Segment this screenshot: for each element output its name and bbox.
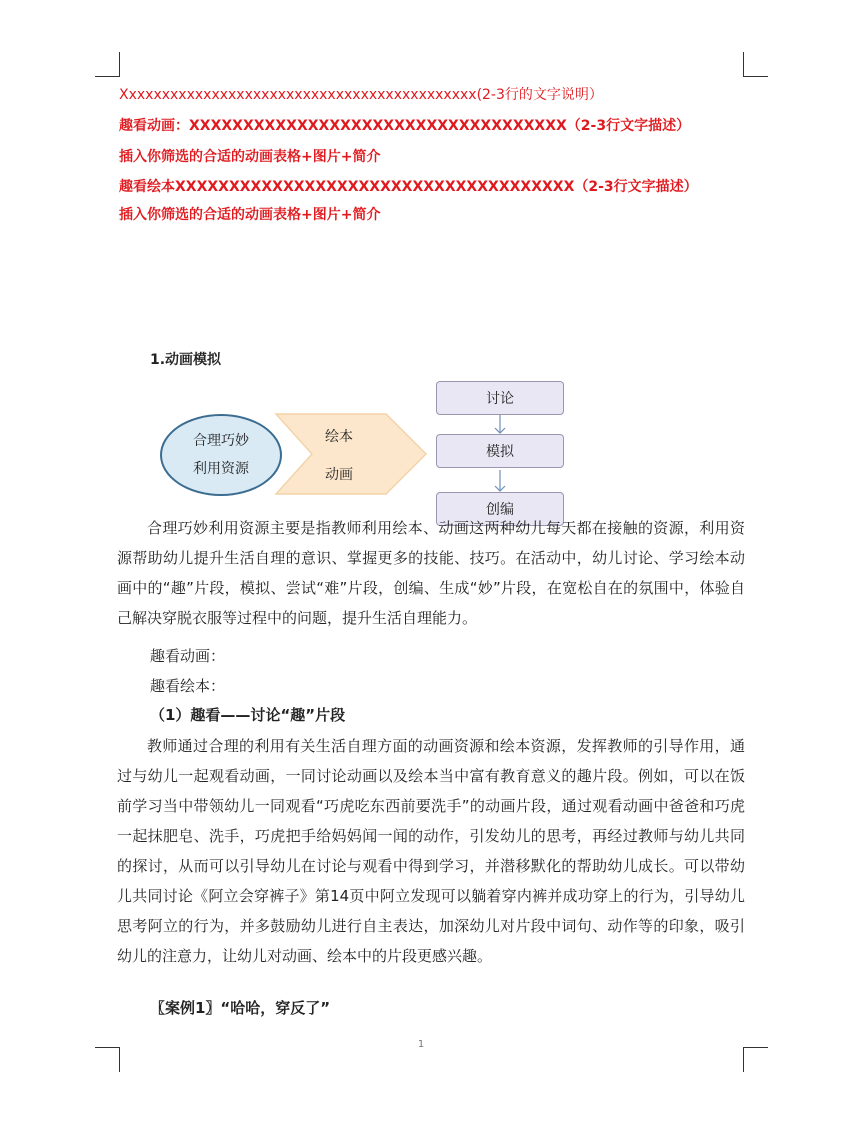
page-number: 1 <box>417 1039 425 1050</box>
crop-mark-bottom-right <box>743 1047 768 1072</box>
crop-mark-top-right <box>743 52 768 77</box>
case-title: 〖案例1〗“哈哈，穿反了” <box>150 999 331 1017</box>
red-note-3: 插入你筛选的合适的动画表格+图片+简介 <box>119 149 381 165</box>
step-label: 讨论 <box>486 391 514 407</box>
red-note-1: Xxxxxxxxxxxxxxxxxxxxxxxxxxxxxxxxxxxxxxxxxxx(2-3行的文字说明） <box>119 87 603 103</box>
diagram-ellipse <box>160 414 282 496</box>
ellipse-text-line1: 合理巧妙 <box>193 433 249 449</box>
crop-mark-top-left <box>95 52 120 77</box>
red-note-2: 趣看动画：XXXXXXXXXXXXXXXXXXXXXXXXXXXXXXXXXXX（2-3行文字描述） <box>119 118 691 134</box>
crop-mark-bottom-left <box>95 1047 120 1072</box>
chevron-text-line2: 动画 <box>325 467 353 483</box>
body-paragraph-2: 教师通过合理的利用有关生活自理方面的动画资源和绘本资源，发挥教师的引导作用，通过与幼儿一起观看动画，一同讨论动画以及绘本当中富有教育意义的趣片段。例如，可以在饭前学习当中带领幼儿一同观看“巧虎吃东西前要洗手”的动画片段，通过观看动画中爸爸和巧虎一起抹肥皂、洗手，巧虎把手给妈妈闻一闻的动作，引发幼儿的思考，再经过教师与幼儿共同的探讨，从而可以引导幼儿在讨论与观看中得到学习，并潜移默化的帮助幼儿成长。可以带幼儿共同讨论《阿立会穿裤子》第14页中阿立发现可以躺着穿内裤并成功穿上的行为，引导幼儿思考阿立的行为，并多鼓励幼儿进行自主表达，加深幼儿对片段中词句、动作等的印象，吸引幼儿的注意力，让幼儿对动画、绘本中的片段更感兴趣。 <box>117 737 745 965</box>
red-note-5: 插入你筛选的合适的动画表格+图片+简介 <box>119 207 381 223</box>
line-fun-animation: 趣看动画： <box>150 647 226 665</box>
ellipse-text-line2: 利用资源 <box>193 461 249 477</box>
step-label: 创编 <box>486 502 514 518</box>
subheading: （1）趣看——讨论“趣”片段 <box>150 706 346 724</box>
step-label: 模拟 <box>486 444 514 460</box>
body-paragraph-1: 合理巧妙利用资源主要是指教师利用绘本、动画这两种幼儿每天都在接触的资源，利用资源帮助幼儿提升生活自理的意识、掌握更多的技能、技巧。在活动中，幼儿讨论、学习绘本动画中的“趣”片段，模拟、尝试“难”片段，创编、生成“妙”片段，在宽松自在的氛围中，体验自己解决穿脱衣服等过程中的问题，提升生活自理能力。 <box>117 519 745 627</box>
step-arrows <box>480 412 520 496</box>
step-box-discuss <box>436 381 564 415</box>
chevron-text-line1: 绘本 <box>325 429 353 445</box>
red-note-4: 趣看绘本XXXXXXXXXXXXXXXXXXXXXXXXXXXXXXXXXXXXX（2-3行文字描述） <box>119 179 698 195</box>
section-heading: 1.动画模拟 <box>150 352 222 368</box>
line-fun-picturebook: 趣看绘本： <box>150 677 226 695</box>
